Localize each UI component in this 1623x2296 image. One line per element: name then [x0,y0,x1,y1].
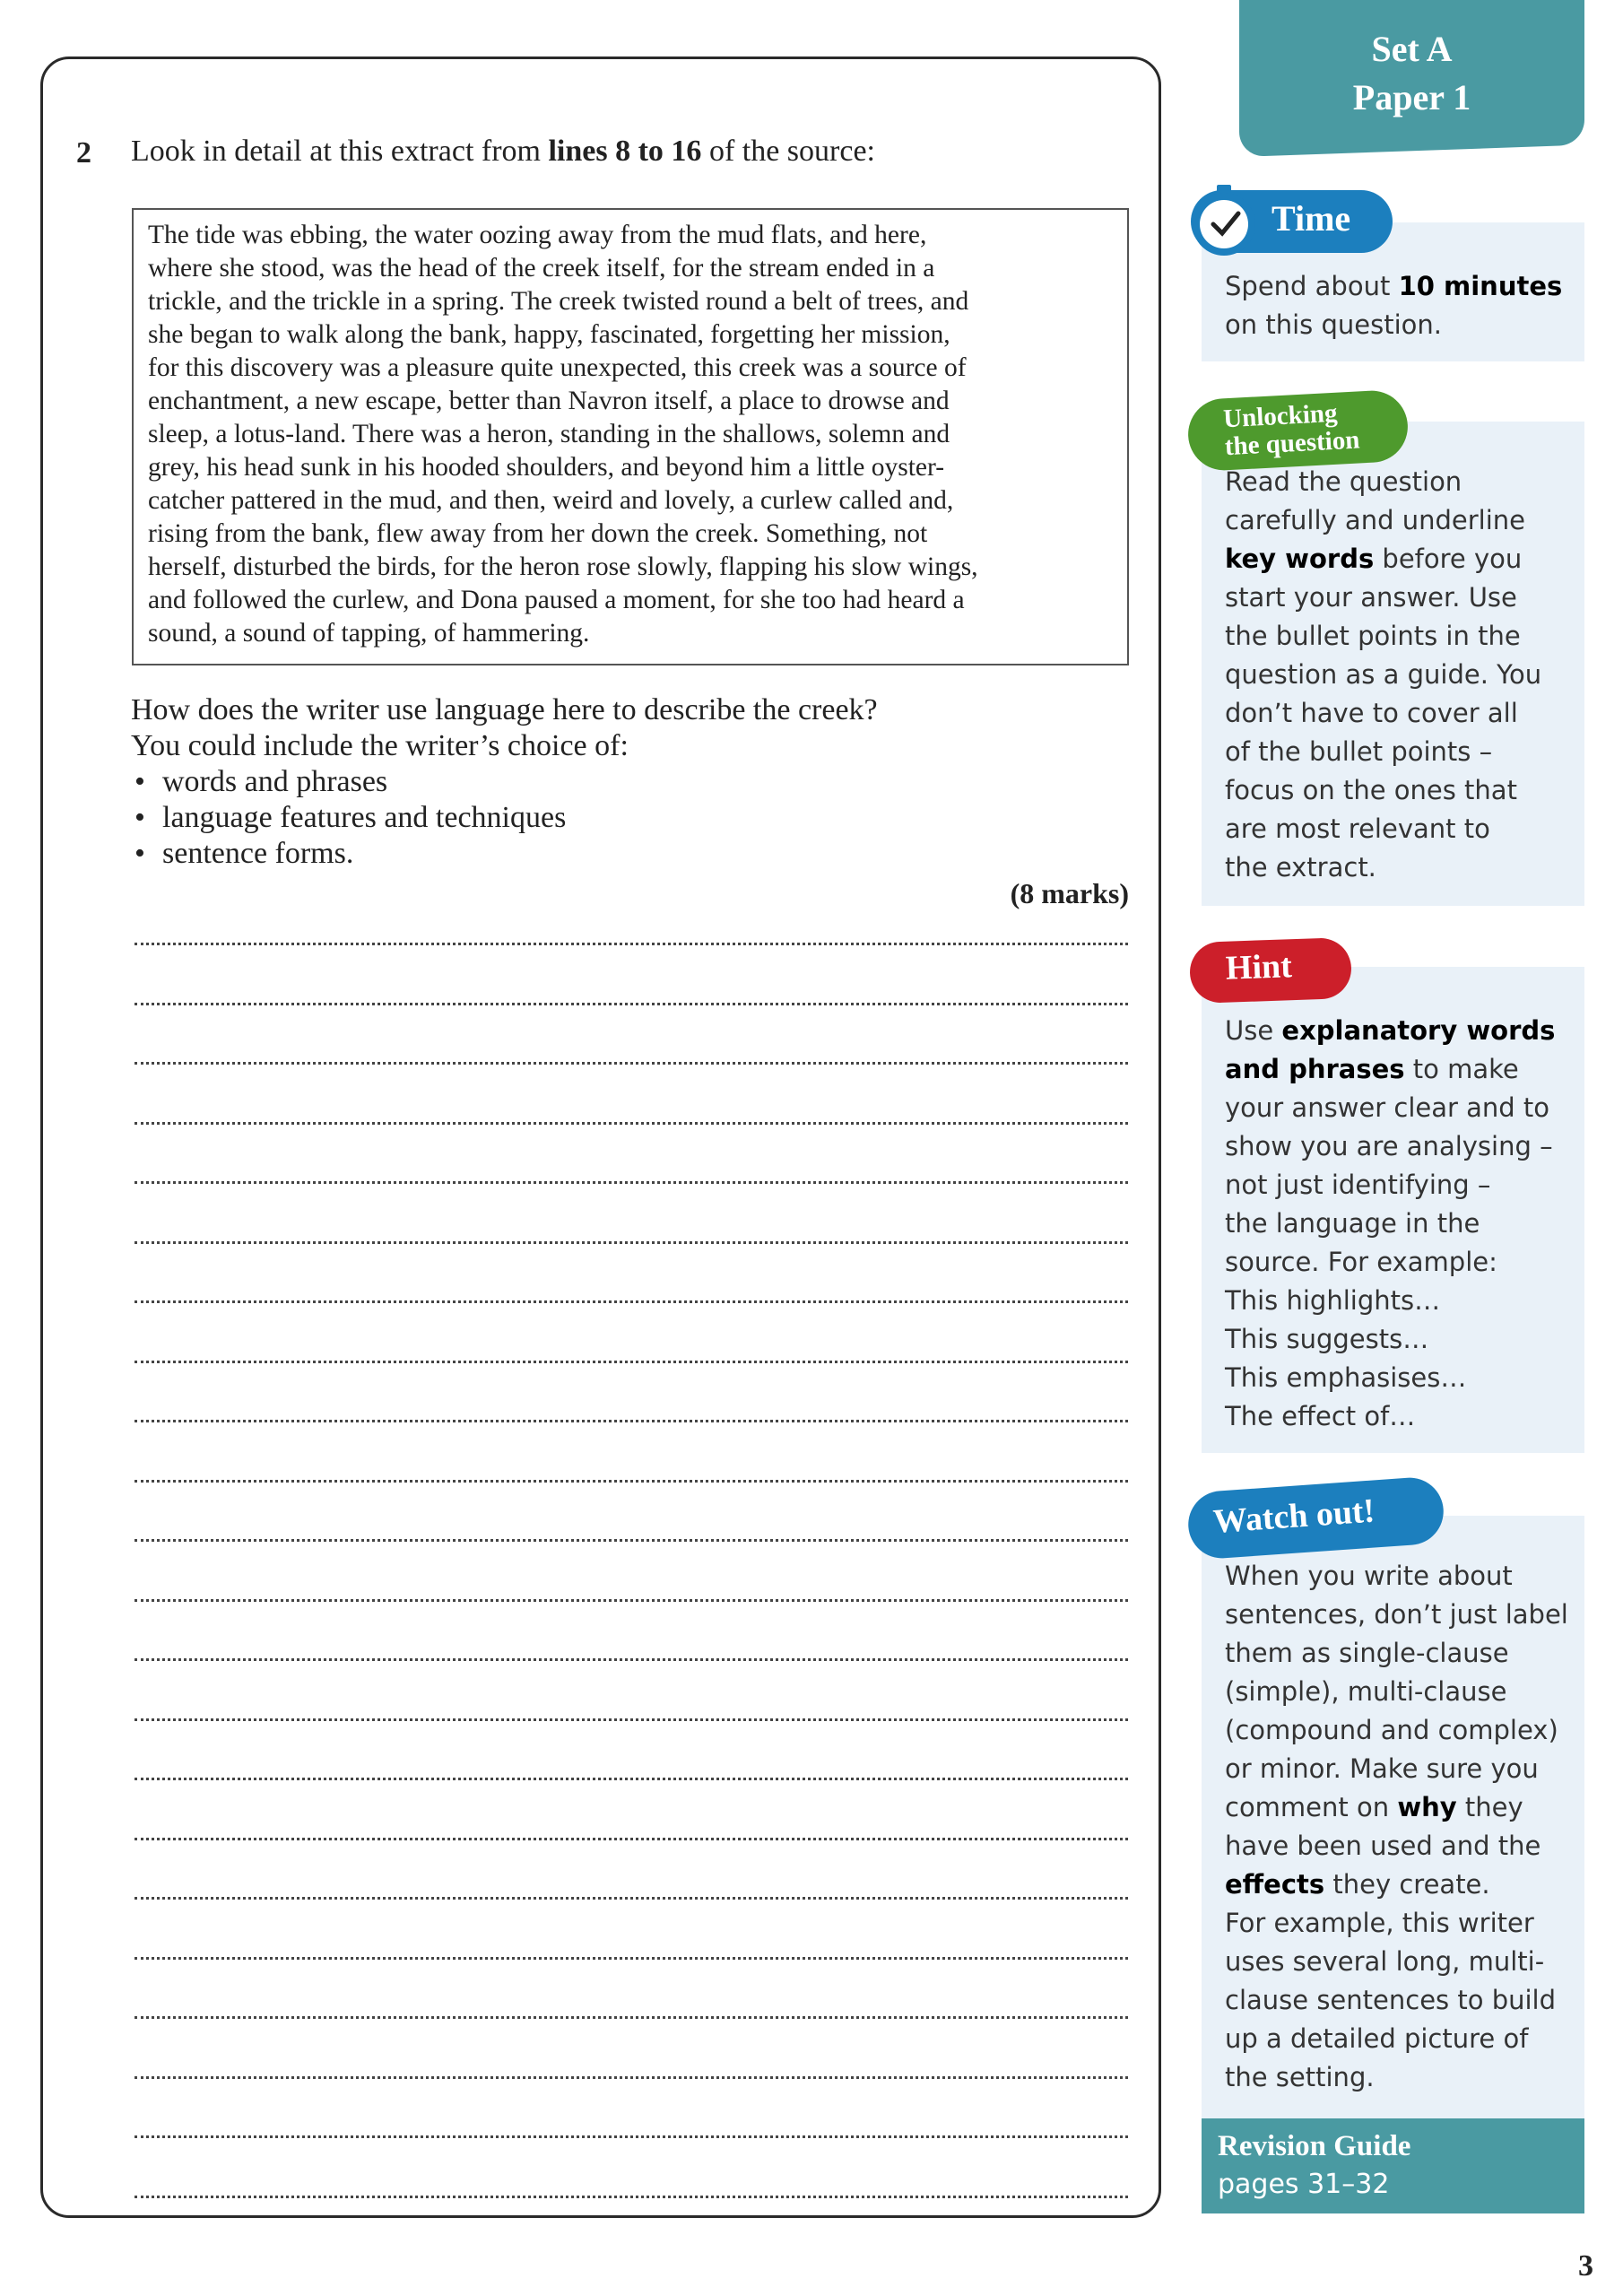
extract-line: catcher pattered in the mud, and then, weird and lovely, a curlew called and, [148,486,954,515]
bullet-item: • words and phrases [131,764,878,800]
answer-line[interactable] [135,2019,1128,2079]
answer-line[interactable] [135,1780,1128,1840]
extract-line: she began to walk along the bank, happy, fascinated, forgetting her mission, [148,320,950,349]
extract-line: rising from the bank, flew away from her down the creek. Something, not [148,519,928,548]
answer-lines[interactable] [135,931,1128,2198]
answer-line[interactable] [135,1721,1128,1781]
hint-badge: Hint [1189,937,1352,1004]
watch-out-badge: Watch out! [1186,1475,1446,1561]
prompt-line: How does the writer use language here to describe the creek? [131,693,878,726]
set-label: Set A Paper 1 [1352,29,1471,117]
extract-line: sound, a sound of tapping, of hammering. [148,619,590,648]
answer-line[interactable] [135,2079,1128,2139]
marks-label: (8 marks) [1010,877,1129,909]
answer-line[interactable] [135,1065,1128,1125]
revision-guide-box [1202,2118,1584,2213]
question-prompt [131,692,878,872]
extract-line: trickle, and the trickle in a spring. The creek twisted round a belt of trees, and [148,287,969,316]
extract-line: for this discovery was a pleasure quite unexpected, this creek was a source of [148,353,967,382]
page-number: 3 [1578,2249,1593,2283]
unlocking-panel: Read the question carefully and underline key words before you start your answer. Use the bullet points in the question as a guide. You don’t have to cover all of the bullet points – focus on the ones that are most relevant to the extract. [1202,422,1584,906]
answer-line[interactable] [135,1005,1128,1065]
extract-line: enchantment, a new escape, better than Navron itself, a place to drowse and [148,387,950,415]
answer-line[interactable] [135,1303,1128,1363]
answer-line[interactable] [135,1602,1128,1662]
unlocking-badge: Unlocking the question [1186,389,1410,473]
answer-line[interactable] [135,1840,1128,1900]
bullet-item: • sentence forms. [131,836,878,872]
prompt-line: You could include the writer’s choice of: [131,729,629,762]
source-extract [132,208,1129,665]
extract-line: and followed the curlew, and Dona paused a moment, for she too had heard a [148,586,965,614]
answer-line[interactable] [135,1184,1128,1244]
question-number: 2 [76,136,91,170]
time-panel: Spend about 10 minutes on this question. [1202,222,1584,361]
revision-guide-pages: pages 31–32 [1218,2169,1390,2200]
revision-guide-title: Revision Guide [1218,2130,1411,2162]
answer-line[interactable] [135,1900,1128,1960]
answer-line[interactable] [135,1244,1128,1304]
question-intro: Look in detail at this extract from lines 8 to 16 of the source: [131,135,875,168]
extract-line: herself, disturbed the birds, for the heron rose slowly, flapping his slow wings, [148,552,978,581]
answer-line[interactable] [135,1363,1128,1423]
answer-line[interactable] [135,1960,1128,2020]
extract-line: sleep, a lotus-land. There was a heron, standing in the shallows, solemn and [148,420,950,448]
answer-line[interactable] [135,1661,1128,1721]
bullet-item: • language features and techniques [131,800,878,836]
hint-panel: Use explanatory words and phrases to make your answer clear and to show you are analysing – not just identifying – the language in the source. For example: This highlights… This suggests… This emphasises… The effect of… [1202,967,1584,1453]
answer-line[interactable] [135,2138,1128,2198]
answer-line[interactable] [135,1422,1128,1483]
watch-out-panel: When you write about sentences, don’t just label them as single-clause (simple), multi-clause (compound and complex) or minor. Make sure you comment on why they have been used and the effects they create. For example, this writer uses several long, multi- clause sentences to build up a detailed picture of the setting. [1202,1516,1584,2118]
extract-line: grey, his head sunk in his hooded shoulders, and beyond him a little oyster- [148,453,945,482]
answer-line[interactable] [135,945,1128,1005]
prompt-bullets [131,764,878,872]
answer-line[interactable] [135,1483,1128,1543]
answer-line[interactable] [135,1125,1128,1185]
answer-line[interactable] [135,1542,1128,1602]
time-badge: Time [1191,190,1393,253]
extract-line: The tide was ebbing, the water oozing away from the mud flats, and here, [148,221,927,249]
stopwatch-icon [1186,183,1262,258]
extract-line: where she stood, was the head of the creek itself, for the stream ended in a [148,254,935,283]
answer-line[interactable] [135,931,1128,945]
